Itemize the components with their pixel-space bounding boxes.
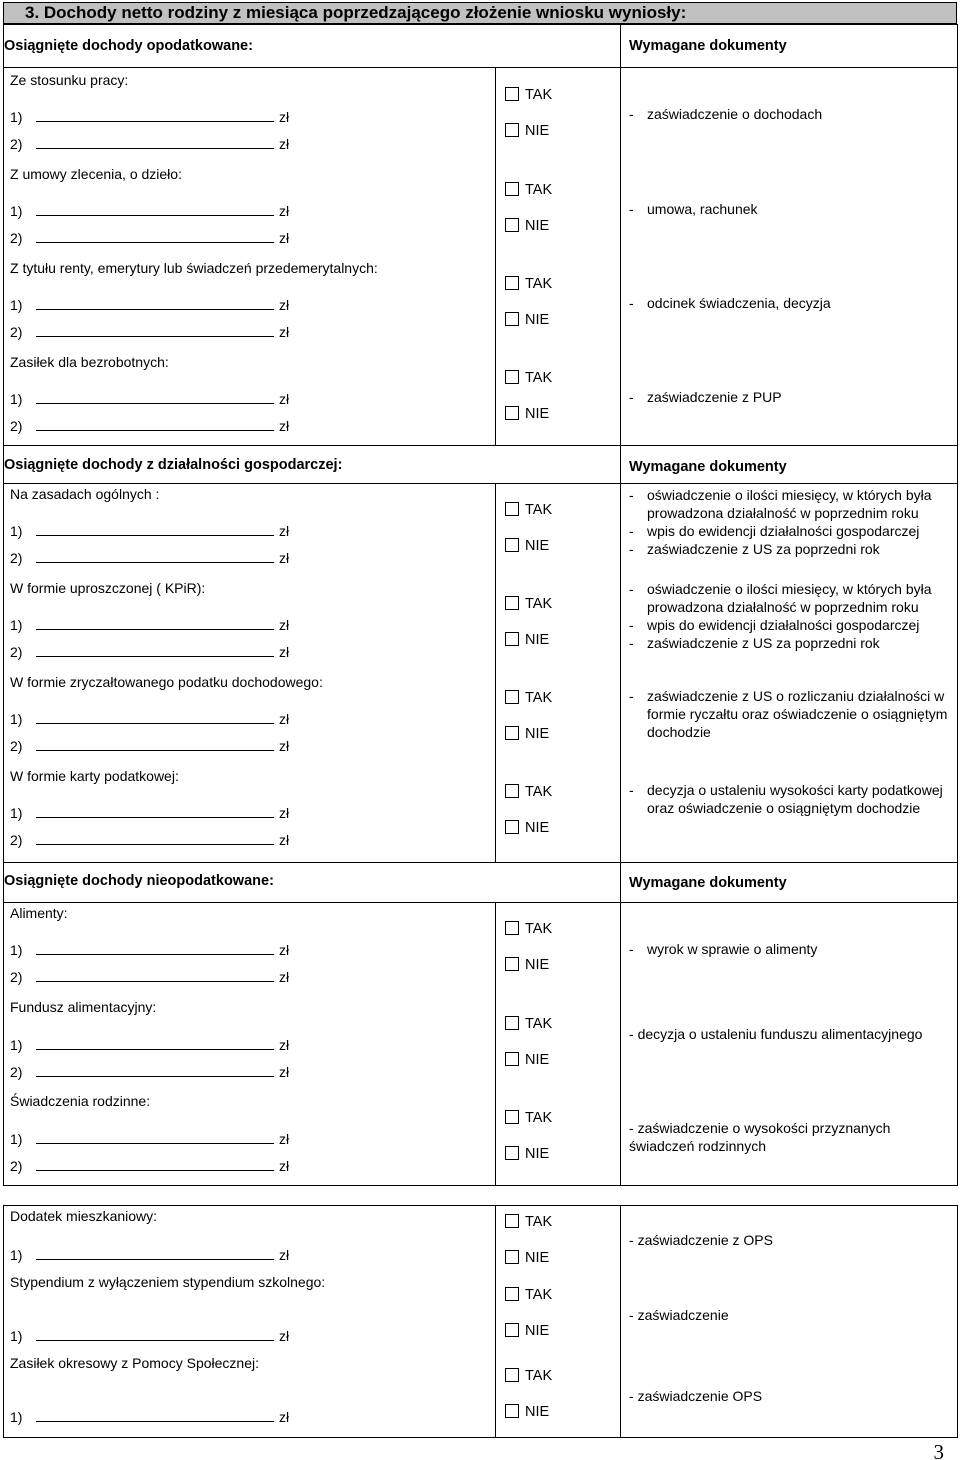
currency: zł: [279, 230, 290, 246]
line-number: 2): [10, 230, 23, 246]
currency: zł: [279, 969, 290, 985]
amount-field[interactable]: [36, 1409, 274, 1422]
amount-field[interactable]: [36, 230, 274, 243]
tak-option[interactable]: TAK: [505, 276, 552, 292]
amount-field[interactable]: [36, 136, 274, 149]
checkbox-icon[interactable]: [505, 1052, 519, 1066]
checkbox-icon[interactable]: [505, 218, 519, 232]
line-number: 1): [10, 805, 23, 821]
amount-line-2: [10, 832, 289, 848]
tak-option[interactable]: TAK: [505, 1287, 552, 1303]
amount-field[interactable]: [36, 805, 274, 818]
amount-line-1: [10, 711, 289, 727]
line-number: 1): [10, 1409, 23, 1425]
doc-item: - zaświadczenie z US za poprzedni rok: [629, 541, 880, 557]
currency: zł: [279, 418, 290, 434]
currency: zł: [279, 324, 290, 340]
doc-item: - wpis do ewidencji działalności gospodarczej: [629, 617, 920, 633]
docs-title: Wymagane dokumenty: [621, 863, 958, 903]
doc-list: [629, 687, 949, 741]
group-title: Z umowy zlecenia, o dzieło:: [10, 166, 182, 182]
nie-option[interactable]: NIE: [505, 957, 549, 973]
line-number: 1): [10, 1247, 23, 1263]
tak-option[interactable]: TAK: [505, 921, 552, 937]
tak-nie-column: [496, 484, 620, 862]
checkbox-icon[interactable]: [505, 1323, 519, 1337]
checkbox-icon[interactable]: [505, 632, 519, 646]
amount-line-2: [10, 644, 289, 660]
doc-item: - zaświadczenie o wysokości przyznanych świadczeń rodzinnych: [629, 1120, 891, 1154]
doc-item: - oświadczenie o ilości miesięcy, w których była prowadzona działalność w poprzednim roku: [629, 487, 932, 521]
checkbox-icon[interactable]: [505, 87, 519, 101]
currency: zł: [279, 550, 290, 566]
line-number: 1): [10, 297, 23, 313]
line-number: 1): [10, 391, 23, 407]
amount-field[interactable]: [36, 1328, 274, 1341]
amount-line-2: [10, 324, 289, 340]
section-title: Osiągnięte dochody nieopodatkowane:: [4, 863, 621, 903]
nie-option[interactable]: NIE: [505, 538, 549, 554]
amount-line-1: [10, 942, 289, 958]
amount-line-2: [10, 418, 289, 434]
doc-item: - zaświadczenie z PUP: [629, 389, 782, 405]
income-fields-other: [4, 1206, 495, 1437]
tak-option[interactable]: TAK: [505, 784, 552, 800]
tak-option[interactable]: TAK: [505, 1368, 552, 1384]
amount-line-1: [10, 391, 289, 407]
tak-option[interactable]: TAK: [505, 690, 552, 706]
checkbox-icon[interactable]: [505, 538, 519, 552]
checkbox-icon[interactable]: [505, 406, 519, 420]
tak-option[interactable]: TAK: [505, 596, 552, 612]
amount-field[interactable]: [36, 297, 274, 310]
currency: zł: [279, 297, 290, 313]
section-title: Osiągnięte dochody opodatkowane:: [4, 25, 621, 68]
line-number: 2): [10, 738, 23, 754]
checkbox-icon[interactable]: [505, 1250, 519, 1264]
amount-field[interactable]: [36, 942, 274, 955]
docs-column: [621, 903, 957, 1185]
checkbox-icon[interactable]: [505, 726, 519, 740]
line-number: 2): [10, 1064, 23, 1080]
nie-option[interactable]: NIE: [505, 1146, 549, 1162]
amount-field[interactable]: [36, 391, 274, 404]
doc-item: - wpis do ewidencji działalności gospodarczej: [629, 523, 920, 539]
amount-line-2: [10, 969, 289, 985]
doc-item: - zaświadczenie OPS: [629, 1388, 763, 1404]
amount-line-1: [10, 109, 289, 125]
line-number: 1): [10, 711, 23, 727]
checkbox-icon[interactable]: [505, 820, 519, 834]
amount-line-2: [10, 1158, 289, 1174]
docs-column: [621, 68, 957, 445]
line-number: 1): [10, 1131, 23, 1147]
doc-item: - umowa, rachunek: [629, 201, 758, 217]
amount-line-2: [10, 738, 289, 754]
group-title: W formie uproszczonej ( KPiR):: [10, 580, 206, 596]
line-number: 1): [10, 617, 23, 633]
doc-item: - odcinek świadczenia, decyzja: [629, 295, 831, 311]
amount-line-2: [10, 550, 289, 566]
currency: zł: [279, 644, 290, 660]
group-title: Na zasadach ogólnych :: [10, 486, 160, 502]
nie-option[interactable]: NIE: [505, 820, 549, 836]
checkbox-icon[interactable]: [505, 1110, 519, 1124]
amount-field[interactable]: [36, 523, 274, 536]
doc-list: [629, 580, 949, 652]
amount-field[interactable]: [36, 711, 274, 724]
line-number: 2): [10, 550, 23, 566]
amount-line-1: [10, 1409, 289, 1425]
tak-option[interactable]: TAK: [505, 182, 552, 198]
tak-option[interactable]: TAK: [505, 502, 552, 518]
line-number: 1): [10, 1328, 23, 1344]
amount-line-1: [10, 805, 289, 821]
other-income-table: [3, 1205, 958, 1438]
amount-field[interactable]: [36, 1247, 274, 1260]
currency: zł: [279, 1131, 290, 1147]
nie-option[interactable]: NIE: [505, 312, 549, 328]
checkbox-icon[interactable]: [505, 312, 519, 326]
currency: zł: [279, 711, 290, 727]
income-fields-untaxed: [4, 903, 495, 1185]
currency: zł: [279, 1158, 290, 1174]
page-number: 3: [933, 1440, 944, 1460]
tak-option[interactable]: TAK: [505, 1110, 552, 1126]
doc-item: - zaświadczenie o dochodach: [629, 106, 823, 122]
checkbox-icon[interactable]: [505, 182, 519, 196]
tak-option[interactable]: TAK: [505, 87, 552, 103]
line-number: 1): [10, 203, 23, 219]
checkbox-icon[interactable]: [505, 1368, 519, 1382]
doc-item: - zaświadczenie z OPS: [629, 1232, 773, 1248]
amount-line-1: [10, 297, 289, 313]
income-table: [3, 24, 958, 1186]
line-number: 2): [10, 1158, 23, 1174]
nie-option[interactable]: NIE: [505, 726, 549, 742]
currency: zł: [279, 738, 290, 754]
currency: zł: [279, 1409, 290, 1425]
currency: zł: [279, 832, 290, 848]
docs-column: [621, 1206, 957, 1437]
amount-line-2: [10, 1064, 289, 1080]
doc-item: - zaświadczenie z US o rozliczaniu działalności w formie ryczałtu oraz oświadczenie o osiągniętym dochodzie: [629, 688, 948, 740]
checkbox-icon[interactable]: [505, 784, 519, 798]
amount-field[interactable]: [36, 324, 274, 337]
amount-line-2: [10, 136, 289, 152]
doc-item: - decyzja o ustaleniu wysokości karty podatkowej oraz oświadczenie o osiągniętym dochodzie: [629, 782, 943, 816]
income-fields-employment: [4, 68, 495, 445]
line-number: 1): [10, 109, 23, 125]
checkbox-icon[interactable]: [505, 276, 519, 290]
nie-option[interactable]: NIE: [505, 1404, 549, 1420]
currency: zł: [279, 1037, 290, 1053]
amount-field[interactable]: [36, 1037, 274, 1050]
amount-field[interactable]: [36, 1064, 274, 1077]
currency: zł: [279, 203, 290, 219]
amount-line-1: [10, 1131, 289, 1147]
checkbox-icon[interactable]: [505, 1214, 519, 1228]
checkbox-icon[interactable]: [505, 502, 519, 516]
amount-field[interactable]: [36, 418, 274, 431]
nie-option[interactable]: NIE: [505, 123, 549, 139]
group-title: Z tytułu renty, emerytury lub świadczeń przedemerytalnych:: [10, 260, 378, 276]
amount-field[interactable]: [36, 969, 274, 982]
amount-field[interactable]: [36, 109, 274, 122]
currency: zł: [279, 1328, 290, 1344]
tak-nie-column: [496, 1206, 620, 1437]
group-title: Fundusz alimentacyjny:: [10, 999, 157, 1015]
line-number: 2): [10, 969, 23, 985]
currency: zł: [279, 1064, 290, 1080]
amount-field[interactable]: [36, 617, 274, 630]
currency: zł: [279, 523, 290, 539]
amount-line-1: [10, 203, 289, 219]
group-title: Stypendium z wyłączeniem stypendium szkolnego:: [10, 1274, 326, 1290]
amount-field[interactable]: [36, 203, 274, 216]
doc-item: - oświadczenie o ilości miesięcy, w których była prowadzona działalność w poprzednim roku: [629, 581, 932, 615]
checkbox-icon[interactable]: [505, 1016, 519, 1030]
currency: zł: [279, 391, 290, 407]
nie-option[interactable]: NIE: [505, 1250, 549, 1266]
currency: zł: [279, 942, 290, 958]
tak-nie-column: [496, 903, 620, 1185]
group-title: Zasiłek okresowy z Pomocy Społecznej:: [10, 1355, 259, 1371]
currency: zł: [279, 1247, 290, 1263]
docs-title: Wymagane dokumenty: [621, 446, 958, 484]
tak-option[interactable]: TAK: [505, 1016, 552, 1032]
group-title: W formie karty podatkowej:: [10, 768, 179, 784]
nie-option[interactable]: NIE: [505, 1052, 549, 1068]
section-header: 3. Dochody netto rodziny z miesiąca poprzedzającego złożenie wniosku wyniosły:: [3, 2, 957, 24]
nie-option[interactable]: NIE: [505, 406, 549, 422]
checkbox-icon[interactable]: [505, 1404, 519, 1418]
amount-field[interactable]: [36, 738, 274, 751]
amount-field[interactable]: [36, 1158, 274, 1171]
checkbox-icon[interactable]: [505, 957, 519, 971]
doc-list: [629, 781, 949, 817]
doc-item: - decyzja o ustaleniu funduszu alimentacyjnego: [629, 1026, 923, 1042]
income-fields-business: [4, 484, 495, 862]
line-number: 2): [10, 324, 23, 340]
doc-item: - zaświadczenie z US za poprzedni rok: [629, 635, 880, 651]
group-title: Zasiłek dla bezrobotnych:: [10, 354, 169, 370]
amount-line-1: [10, 1247, 289, 1263]
doc-item: - zaświadczenie: [629, 1307, 729, 1323]
amount-line-1: [10, 1037, 289, 1053]
tak-option[interactable]: TAK: [505, 1214, 552, 1230]
currency: zł: [279, 136, 290, 152]
amount-line-1: [10, 1328, 289, 1344]
checkbox-icon[interactable]: [505, 370, 519, 384]
amount-field[interactable]: [36, 550, 274, 563]
nie-option[interactable]: NIE: [505, 632, 549, 648]
tak-option[interactable]: TAK: [505, 370, 552, 386]
doc-item: - wyrok w sprawie o alimenty: [629, 941, 818, 957]
amount-line-2: [10, 230, 289, 246]
section-title: Osiągnięte dochody z działalności gospodarczej:: [4, 446, 621, 484]
group-title: Dodatek mieszkaniowy:: [10, 1208, 158, 1224]
checkbox-icon[interactable]: [505, 690, 519, 704]
checkbox-icon[interactable]: [505, 1287, 519, 1301]
amount-field[interactable]: [36, 644, 274, 657]
doc-list: [629, 486, 949, 558]
checkbox-icon[interactable]: [505, 123, 519, 137]
group-title: Ze stosunku pracy:: [10, 72, 129, 88]
docs-column: [621, 484, 957, 862]
amount-line-1: [10, 617, 289, 633]
line-number: 2): [10, 832, 23, 848]
line-number: 2): [10, 136, 23, 152]
amount-line-1: [10, 523, 289, 539]
line-number: 1): [10, 523, 23, 539]
group-title: Świadczenia rodzinne:: [10, 1093, 151, 1109]
checkbox-icon[interactable]: [505, 596, 519, 610]
amount-field[interactable]: [36, 832, 274, 845]
nie-option[interactable]: NIE: [505, 1323, 549, 1339]
checkbox-icon[interactable]: [505, 921, 519, 935]
line-number: 2): [10, 418, 23, 434]
line-number: 2): [10, 644, 23, 660]
tak-nie-column: [496, 68, 620, 445]
line-number: 1): [10, 942, 23, 958]
currency: zł: [279, 109, 290, 125]
currency: zł: [279, 617, 290, 633]
checkbox-icon[interactable]: [505, 1146, 519, 1160]
group-title: W formie zryczałtowanego podatku dochodowego:: [10, 674, 323, 690]
nie-option[interactable]: NIE: [505, 218, 549, 234]
line-number: 1): [10, 1037, 23, 1053]
docs-title: Wymagane dokumenty: [621, 25, 958, 68]
currency: zł: [279, 805, 290, 821]
group-title: Alimenty:: [10, 905, 68, 921]
amount-field[interactable]: [36, 1131, 274, 1144]
